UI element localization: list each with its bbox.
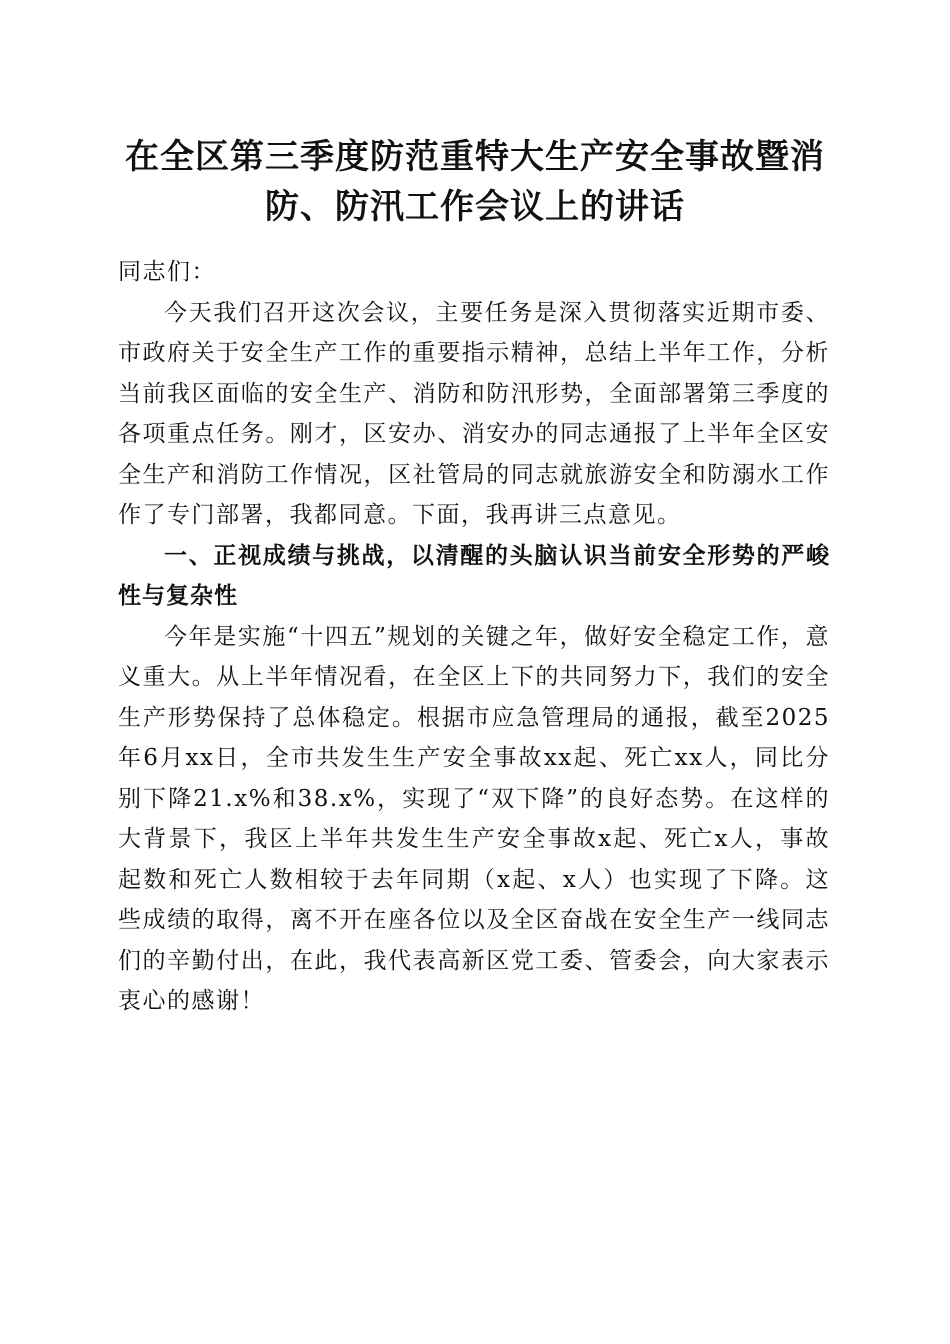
section-paragraph: 今年是实施“十四五”规划的关键之年，做好安全稳定工作，意义重大。从上半年情况看，在全区上下的共同努力下，我们的安全生产形势保持了总体稳定。根据市应急管理局的通报，截至2025年6月xx日，全市共发生生产安全事故xx起、死亡xx人，同比分别下降21.x%和38.x%，实现了“双下降”的良好态势。在这样的大背景下，我区上半年共发生生产安全事故x起、死亡x人，事故起数和死亡人数相较于去年同期（x起、x人）也实现了下降。这些成绩的取得，离不开在座各位以及全区奋战在安全生产一线同志们的辛勤付出，在此，我代表高新区党工委、管委会，向大家表示衷心的感谢！ xyxy=(118,623,830,1014)
document-title: 在全区第三季度防范重特大生产安全事故暨消防、防汛工作会议上的讲话 xyxy=(125,137,825,227)
document-body xyxy=(118,252,830,1022)
section-heading: 一、正视成绩与挑战，以清醒的头脑认识当前安全形势的严峻性与复杂性 xyxy=(118,542,830,609)
intro-paragraph: 今天我们召开这次会议，主要任务是深入贯彻落实近期市委、市政府关于安全生产工作的重要指示精神，总结上半年工作，分析当前我区面临的安全生产、消防和防汛形势，全面部署第三季度的各项重点任务。刚才，区安办、消安办的同志通报了上半年全区安全生产和消防工作情况，区社管局的同志就旅游安全和防溺水工作作了专门部署，我都同意。下面，我再讲三点意见。 xyxy=(118,299,830,528)
salutation: 同志们： xyxy=(118,259,216,285)
